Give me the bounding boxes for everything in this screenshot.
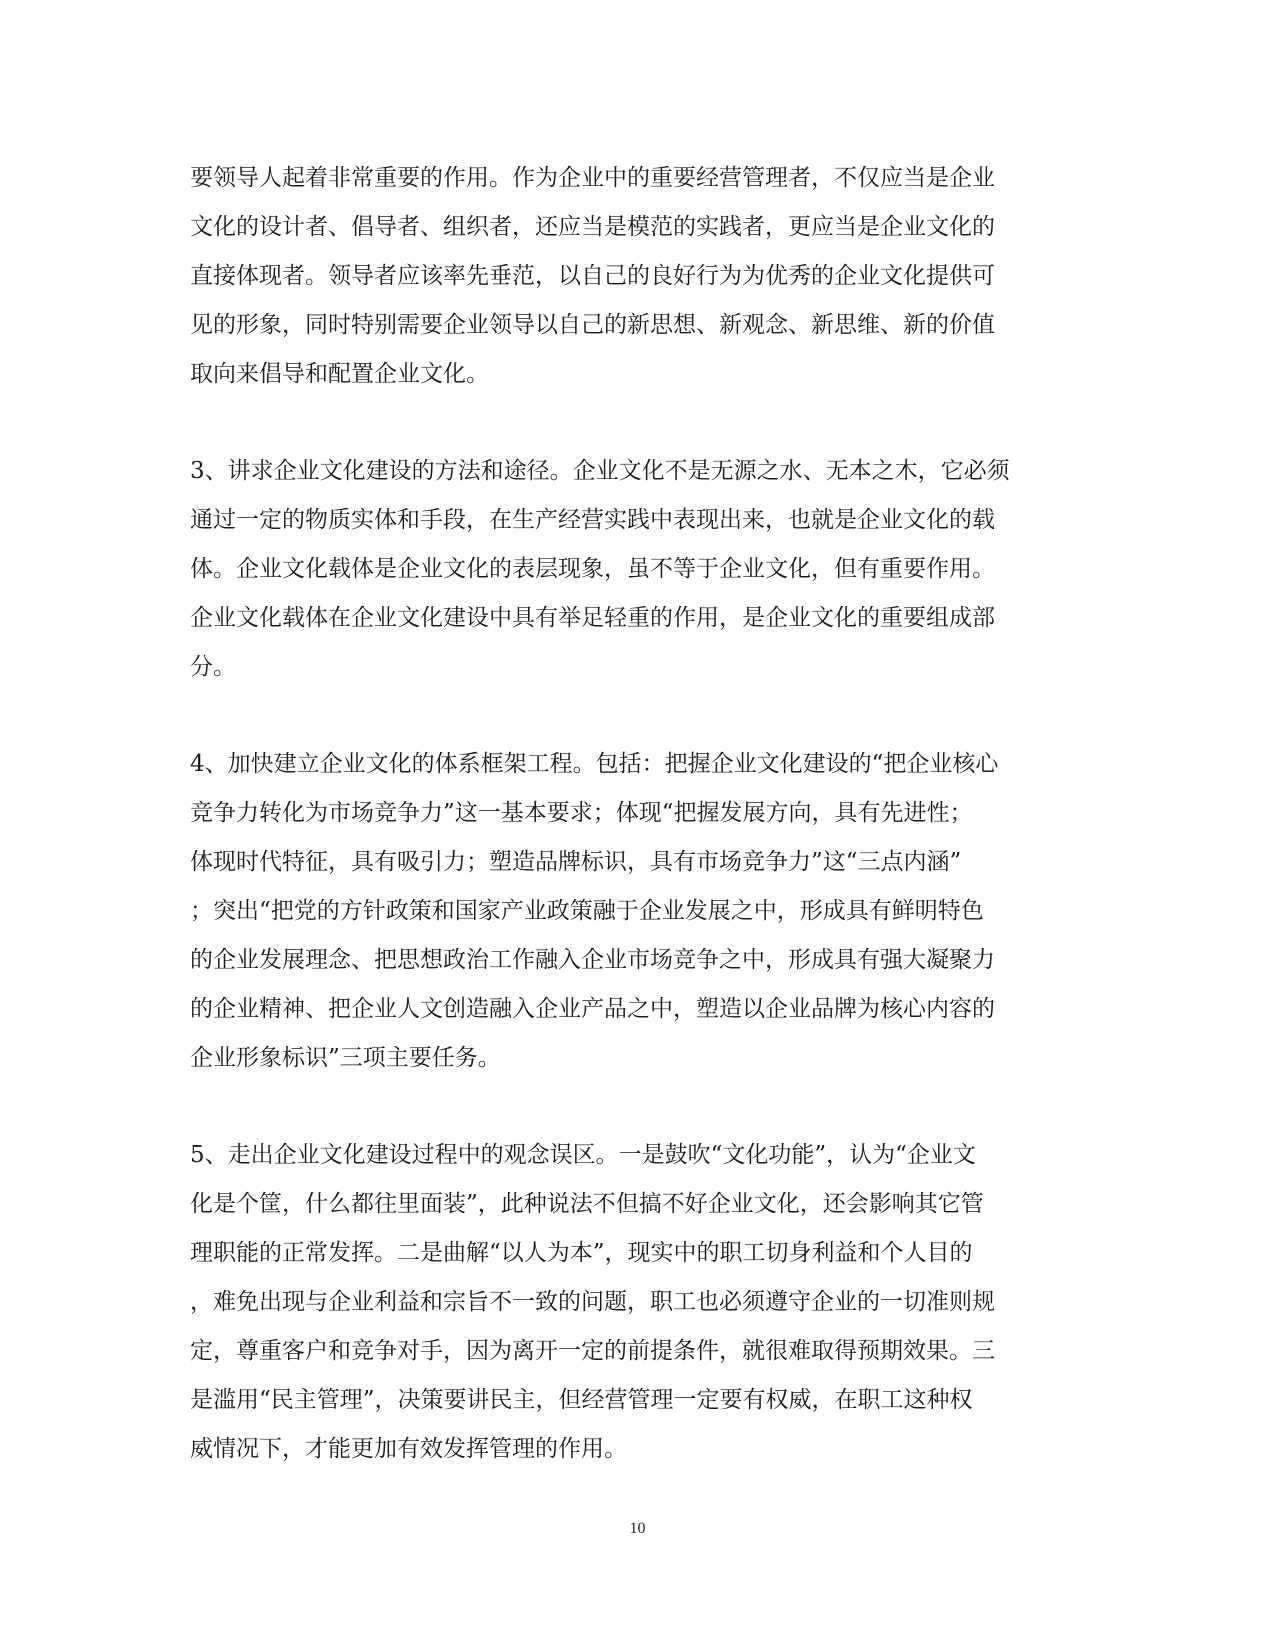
paragraph-3-methods: [190, 447, 1095, 692]
text-line: ，难免出现与企业利益和宗旨不一致的问题，职工也必须遵守企业的一切准则规: [190, 1289, 995, 1315]
text-line: 3、讲求企业文化建设的方法和途径。企业文化不是无源之水、无本之木，它必须: [190, 458, 1010, 484]
text-line: 化是个筐，什么都往里面装”，此种说法不但搞不好企业文化，还会影响其它管: [190, 1191, 984, 1217]
paragraph-gap: [190, 1083, 1095, 1131]
text-line: 的企业精神、把企业人文创造融入企业产品之中，塑造以企业品牌为核心内容的: [190, 996, 995, 1022]
page-number: 10: [629, 1520, 646, 1537]
paragraph-gap: [190, 399, 1095, 447]
paragraph-gap: [190, 692, 1095, 740]
text-line: ；突出“把党的方针政策和国家产业政策融于企业发展之中，形成具有鲜明特色: [190, 898, 984, 924]
paragraph-4-framework: [190, 740, 1095, 1083]
paragraph-5-misconceptions: [190, 1131, 1095, 1474]
text-line: 通过一定的物质实体和手段，在生产经营实践中表现出来，也就是企业文化的载: [190, 507, 995, 533]
text-line: 4、加快建立企业文化的体系框架工程。包括：把握企业文化建设的“把企业核心: [190, 751, 999, 777]
text-line: 文化的设计者、倡导者、组织者，还应当是模范的实践者，更应当是企业文化的: [190, 214, 995, 240]
text-line: 定，尊重客户和竞争对手，因为离开一定的前提条件，就很难取得预期效果。三: [190, 1338, 995, 1364]
paragraph-leadership: [190, 154, 1095, 399]
body-text: [190, 154, 1095, 1474]
text-line: 理职能的正常发挥。二是曲解“以人为本”，现实中的职工切身利益和个人目的: [190, 1240, 973, 1266]
text-line: 体现时代特征，具有吸引力；塑造品牌标识，具有市场竞争力”这“三点内涵”: [190, 849, 962, 875]
text-line: 直接体现者。领导者应该率先垂范，以自己的良好行为为优秀的企业文化提供可: [190, 263, 995, 289]
text-line: 取向来倡导和配置企业文化。: [190, 361, 489, 387]
text-line: 分。: [190, 654, 236, 680]
text-line: 的企业发展理念、把思想政治工作融入企业市场竞争之中，形成具有强大凝聚力: [190, 947, 995, 973]
text-line: 要领导人起着非常重要的作用。作为企业中的重要经营管理者，不仅应当是企业: [190, 165, 995, 191]
text-line: 体。企业文化载体是企业文化的表层现象，虽不等于企业文化，但有重要作用。: [190, 556, 995, 582]
text-line: 企业形象标识”三项主要任务。: [190, 1045, 501, 1071]
text-line: 5、走出企业文化建设过程中的观念误区。一是鼓吹“文化功能”，认为“企业文: [190, 1142, 976, 1168]
text-line: 威情况下，才能更加有效发挥管理的作用。: [190, 1436, 627, 1462]
text-line: 是滥用“民主管理”，决策要讲民主，但经营管理一定要有权威，在职工这种权: [190, 1387, 973, 1413]
text-line: 见的形象，同时特别需要企业领导以自己的新思想、新观念、新思维、新的价值: [190, 312, 995, 338]
text-line: 企业文化载体在企业文化建设中具有举足轻重的作用，是企业文化的重要组成部: [190, 605, 995, 631]
text-line: 竞争力转化为市场竞争力”这一基本要求；体现“把握发展方向，具有先进性；: [190, 800, 973, 826]
